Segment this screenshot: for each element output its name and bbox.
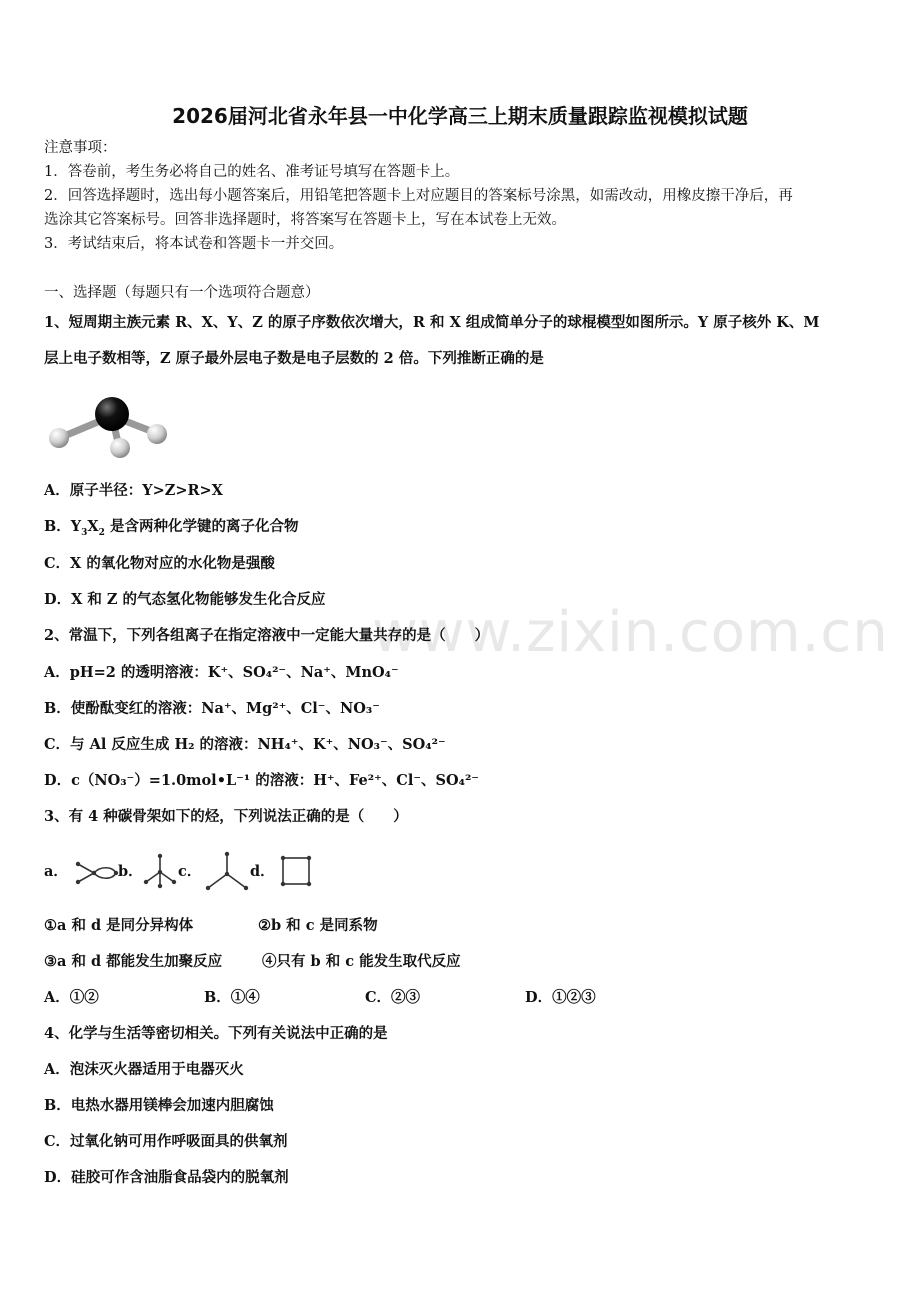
- skeleton-b-icon: [142, 852, 178, 890]
- page-title: 2026届河北省永年县一中化学高三上期末质量跟踪监视模拟试题: [172, 104, 748, 128]
- q1-option-c: C．X 的氧化物对应的水化物是强酸: [44, 555, 275, 572]
- q4-stem: 4、化学与生活等密切相关。下列有关说法中正确的是: [44, 1025, 388, 1042]
- q3-statement-2: ②b 和 c 是同系物: [258, 917, 378, 934]
- notice-item-3: 3．考试结束后，将本试卷和答题卡一并交回。: [44, 236, 344, 252]
- skeleton-d-icon: [278, 853, 314, 889]
- q3-label-b: b．: [118, 863, 143, 880]
- q1-option-a: A．原子半径：Y>Z>R>X: [44, 482, 223, 499]
- notice-heading: 注意事项：: [44, 140, 117, 156]
- q2-option-a: A．pH=2 的透明溶液：K⁺、SO₄²⁻、Na⁺、MnO₄⁻: [44, 664, 399, 681]
- watermark: www.zixin.com.cn: [372, 600, 889, 665]
- q4-option-c: C．过氧化钠可用作呼吸面具的供氧剂: [44, 1133, 288, 1150]
- ball-stick-model: [44, 392, 174, 462]
- q4-option-a: A．泡沫灭火器适用于电器灭火: [44, 1061, 244, 1078]
- section-heading: 一、选择题（每题只有一个选项符合题意）: [44, 285, 320, 301]
- q3-statement-4: ④只有 b 和 c 能发生取代反应: [262, 953, 461, 970]
- q4-option-b: B．电热水器用镁棒会加速内胆腐蚀: [44, 1097, 274, 1114]
- skeleton-a-icon: [74, 858, 120, 888]
- notice-item-2: 2．回答选择题时，选出每小题答案后，用铅笔把答题卡上对应题目的答案标号涂黑，如需改动，用橡皮擦干净后，再: [44, 188, 793, 204]
- notice-item-2-cont: 选涂其它答案标号。回答非选择题时，将答案写在答题卡上，写在本试卷上无效。: [44, 212, 566, 228]
- q3-label-d: d．: [250, 863, 275, 880]
- q3-label-c: c．: [178, 863, 202, 880]
- q3-option-d: D．①②③: [525, 989, 596, 1006]
- q3-option-a: A．①②: [44, 989, 99, 1006]
- q2-option-d: D．c（NO₃⁻）=1.0mol•L⁻¹ 的溶液：H⁺、Fe²⁺、Cl⁻、SO₄²⁻: [44, 772, 479, 789]
- q1-option-d: D．X 和 Z 的气态氢化物能够发生化合反应: [44, 591, 326, 608]
- q3-statement-1: ①a 和 d 是同分异构体: [44, 917, 194, 934]
- q1-stem-line1: 1、短周期主族元素 R、X、Y、Z 的原子序数依次增大，R 和 X 组成简单分子的球棍模型如图所示。Y 原子核外 K、M: [44, 314, 820, 331]
- q1-stem-line2: 层上电子数相等，Z 原子最外层电子数是电子层数的 2 倍。下列推断正确的是: [44, 350, 544, 367]
- q3-option-c: C．②③: [365, 989, 421, 1006]
- q4-option-d: D．硅胶可作含油脂食品袋内的脱氧剂: [44, 1169, 289, 1186]
- q2-option-c: C．与 Al 反应生成 H₂ 的溶液：NH₄⁺、K⁺、NO₃⁻、SO₄²⁻: [44, 736, 446, 753]
- q3-statement-3: ③a 和 d 都能发生加聚反应: [44, 953, 223, 970]
- q2-option-b: B．使酚酞变红的溶液：Na⁺、Mg²⁺、Cl⁻、NO₃⁻: [44, 700, 380, 717]
- q3-label-a: a．: [44, 863, 68, 880]
- q1-option-b: B．$Y_3X_2$ 是含两种化学键的离子化合物: [44, 518, 299, 538]
- q2-stem: 2、常温下，下列各组离子在指定溶液中一定能大量共存的是（ ）: [44, 627, 490, 644]
- skeleton-c-icon: [204, 850, 250, 894]
- q3-stem: 3、有 4 种碳骨架如下的烃，下列说法正确的是（ ）: [44, 808, 408, 825]
- q3-option-b: B．①④: [204, 989, 260, 1006]
- notice-item-1: 1．答卷前，考生务必将自己的姓名、准考证号填写在答题卡上。: [44, 164, 460, 180]
